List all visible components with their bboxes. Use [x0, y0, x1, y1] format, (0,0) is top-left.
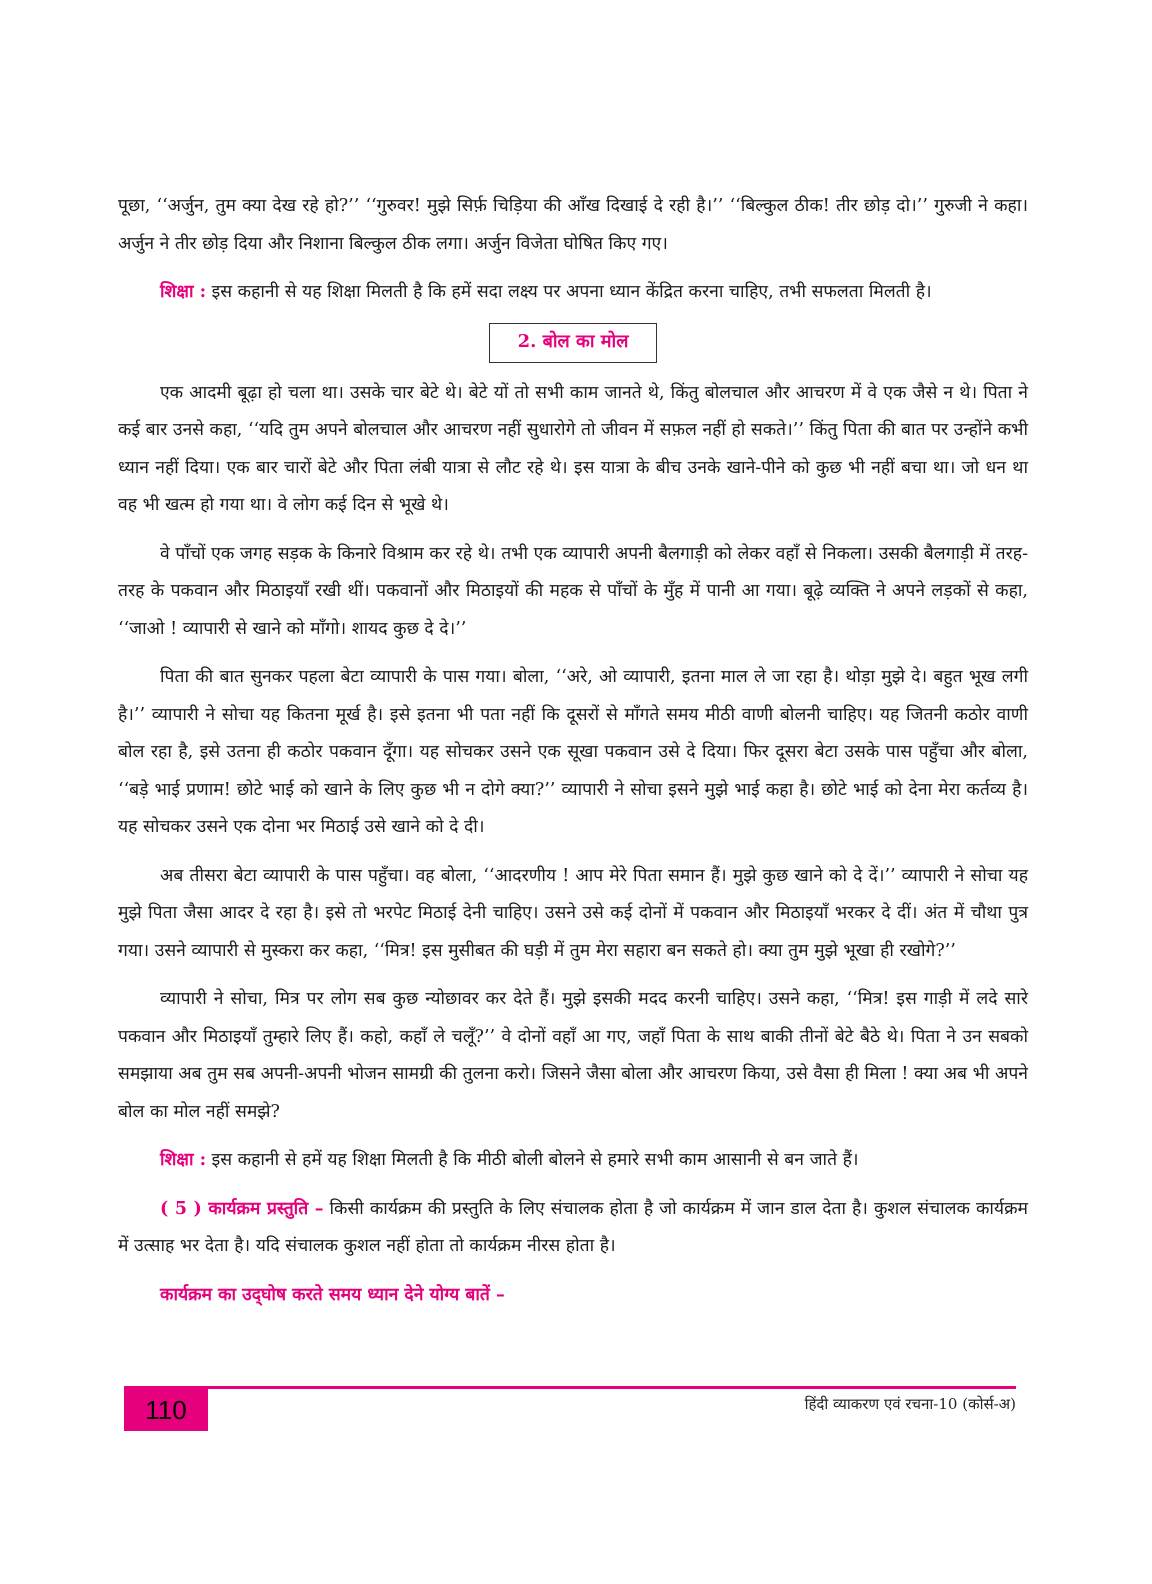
story-paragraph: व्यापारी ने सोचा, मित्र पर लोग सब कुछ न्योछावर कर देते हैं। मुझे इसकी मदद करनी चाहिए। उसने कहा, ‘‘मित्र! इस गाड़ी में लदे सारे पकवान और मिठाइयाँ तुम्हारे लिए हैं। कहो, कहाँ ले चलूँ?’’ वे दोनों वहाँ आ गए, जहाँ पिता के साथ बाकी तीनों बेटे बैठे थे। पिता ने उन सबको समझाया अब तुम सब अपनी-अपनी भोजन सामग्री की तुलना करो। जिसने जैसा बोला और आचरण किया, उसे वैसा ही मिला ! क्या अब भी अपने बोल का मोल नहीं समझे? — [118, 989, 1028, 1122]
story-paragraph: एक आदमी बूढ़ा हो चला था। उसके चार बेटे थे। बेटे यों तो सभी काम जानते थे, किंतु बोलचाल और आचरण में वे एक जैसे न थे। पिता ने कई बार उनसे कहा, ‘‘यदि तुम अपने बोलचाल और आचरण नहीं सुधारोगे तो जीवन में सफ़ल नहीं हो सकते।’’ किंतु पिता की बात पर उन्होंने कभी ध्यान नहीं दिया। एक बार चारों बेटे और पिता लंबी यात्रा से लौट रहे थे। इस यात्रा के बीच उनके खाने-पीने को कुछ भी नहीं बचा था। जो धन था वह भी खत्म हो गया था। वे लोग कई दिन से भूखे थे। — [118, 382, 1028, 515]
section-subheading: कार्यक्रम का उद्‌घोष करते समय ध्यान देने योग्य बातें – — [160, 1284, 505, 1305]
story-paragraph: अब तीसरा बेटा व्यापारी के पास पहुँचा। वह बोला, ‘‘आदरणीय ! आप मेरे पिता समान हैं। मुझे कुछ खाने को दे दें।’’ व्यापारी ने सोचा यह मुझे पिता जैसा आदर दे रहा है। इसे तो भरपेट मिठाई देनी चाहिए। उसने उसे कई दोनों में पकवान और मिठाइयाँ भरकर दे दीं। अंत में चौथा पुत्र गया। उसने व्यापारी से मुस्करा कर कहा, ‘‘मित्र! इस मुसीबत की घड़ी में तुम मेरा सहारा बन सकते हो। क्या तुम मुझे भूखा ही रखोगे?’’ — [118, 865, 1028, 961]
lesson-paragraph-1 — [118, 274, 1028, 312]
section-5-text: किसी कार्यक्रम की प्रस्तुति के लिए संचालक होता है जो कार्यक्रम में जान डाल देता है। कुशल संचालक कार्यक्रम में उत्साह भर देता है। यदि संचालक कुशल नहीं होता तो कार्यक्रम नीरस होता है। — [118, 1198, 1028, 1256]
story-heading-wrapper — [118, 323, 1028, 363]
book-title: हिंदी व्याकरण एवं रचना-10 (कोर्स-अ) — [804, 1395, 1016, 1413]
story-paragraph: वे पाँचों एक जगह सड़क के किनारे विश्राम कर रहे थे। तभी एक व्यापारी अपनी बैलगाड़ी को लेकर वहाँ से निकला। उसकी बैलगाड़ी में तरह-तरह के पकवान और मिठाइयाँ रखी थीं। पकवानों और मिठाइयों की महक से पाँचों के मुँह में पानी आ गया। बूढ़े व्यक्ति ने अपने लड़कों से कहा, ‘‘जाओ ! व्यापारी से खाने को माँगो। शायद कुछ दे दे।’’ — [118, 543, 1028, 639]
story-paragraph: पिता की बात सुनकर पहला बेटा व्यापारी के पास गया। बोला, ‘‘अरे, ओ व्यापारी, इतना माल ले जा रहा है। थोड़ा मुझे दे। बहुत भूख लगी है।’’ व्यापारी ने सोचा यह कितना मूर्ख है। इसे इतना भी पता नहीं कि दूसरों से माँगते समय मीठी वाणी बोलनी चाहिए। यह जितनी कठोर वाणी बोल रहा है, इसे उतना ही कठोर पकवान दूँगा। यह सोचकर उसने एक सूखा पकवान उसे दे दिया। फिर दूसरा बेटा उसके पास पहुँचा और बोला, ‘‘बड़े भाई प्रणाम! छोटे भाई को खाने के लिए कुछ भी न दोगे क्या?’’ व्यापारी ने सोचा इसने मुझे भाई कहा है। छोटे भाई को देना मेरा कर्तव्य है। यह सोचकर उसने एक दोना भर मिठाई उसे खाने को दे दी। — [118, 667, 1028, 837]
lesson-text: इस कहानी से हमें यह शिक्षा मिलती है कि मीठी बोली बोलने से हमारे सभी काम आसानी से बन जाते हैं। — [206, 1150, 859, 1170]
lesson-label: शिक्षा : — [160, 282, 207, 302]
page-content — [118, 188, 1028, 1314]
section-5-label: ( 5 ) कार्यक्रम प्रस्तुति – — [160, 1198, 324, 1219]
lesson-label: शिक्षा : — [160, 1150, 207, 1170]
page-number: 110 — [124, 1389, 208, 1431]
paragraph-arjun-ending: पूछा, ‘‘अर्जुन, तुम क्या देख रहे हो?’’ ‘‘गुरुवर! मुझे सिर्फ़ चिड़िया की आँख दिखाई दे रही है।’’ ‘‘बिल्कुल ठीक! तीर छोड़ दो।’’ गुरुजी ने कहा। अर्जुन ने तीर छोड़ दिया और निशाना बिल्कुल ठीक लगा। अर्जुन विजेता घोषित किए गए। — [118, 196, 1028, 254]
lesson-text: इस कहानी से यह शिक्षा मिलती है कि हमें सदा लक्ष्य पर अपना ध्यान केंद्रित करना चाहिए, तभी सफलता मिलती है। — [206, 282, 932, 302]
footer-rule — [124, 1386, 1016, 1389]
story-title: 2. बोल का मोल — [489, 323, 658, 363]
section-5-paragraph — [118, 1191, 1028, 1266]
lesson-paragraph-2 — [118, 1142, 1028, 1180]
